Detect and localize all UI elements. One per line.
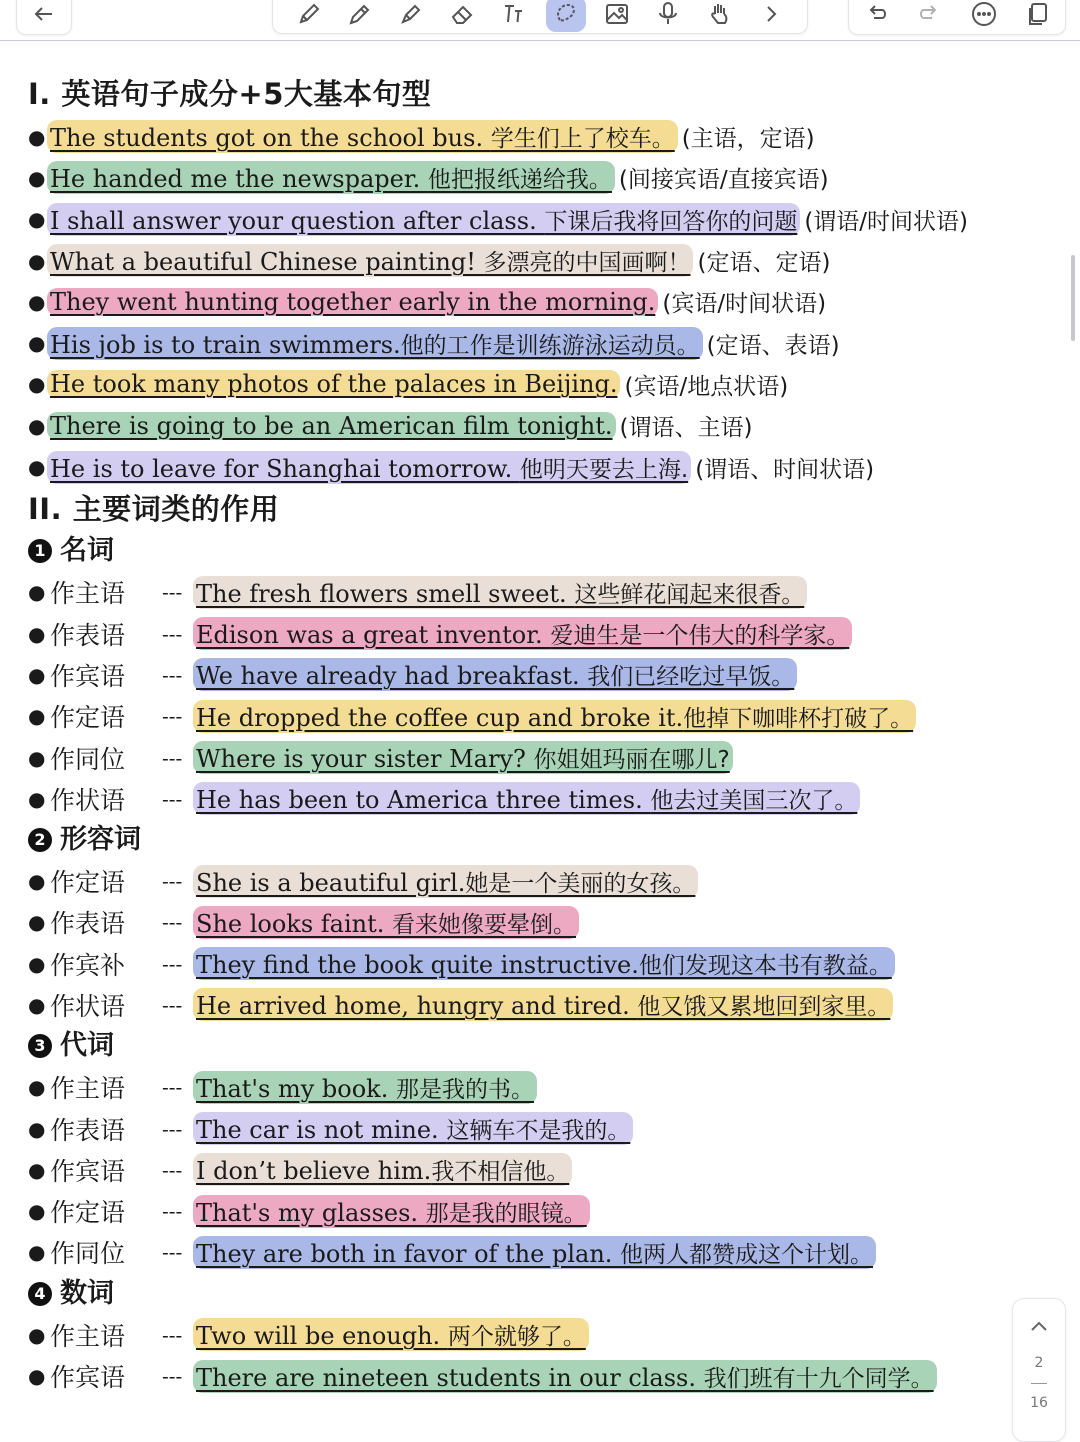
highlighted-sentence[interactable] <box>193 658 797 691</box>
english-text: She looks faint. <box>196 909 393 938</box>
bullet: ● <box>28 869 46 894</box>
current-page: 2 <box>1034 1355 1044 1371</box>
page-divider <box>1031 1383 1047 1384</box>
english-text: What a beautiful Chinese painting! <box>50 248 484 277</box>
sentence-row <box>28 199 1048 240</box>
bullet: ● <box>28 745 46 770</box>
highlighter-icon[interactable] <box>340 0 380 32</box>
dash: --- <box>162 745 183 770</box>
chinese-text: 看来她像要晕倒。 <box>392 911 577 938</box>
chinese-text: 她是一个美丽的女孩。 <box>465 870 696 897</box>
highlighted-sentence[interactable] <box>47 161 615 194</box>
highlighted-sentence[interactable] <box>47 244 693 277</box>
chinese-text: 我不相信他。 <box>431 1159 570 1186</box>
bullet: ● <box>28 289 46 314</box>
english-text: There are nineteen students in our class. <box>196 1363 704 1392</box>
bullet: ● <box>28 1322 46 1347</box>
chinese-text: 学生们上了校车。 <box>490 126 675 153</box>
section-title: I. 英语句子成分+5大基本句型 <box>28 77 432 111</box>
bullet: ● <box>28 1075 46 1100</box>
chinese-text: 这些鲜花闻起来很香。 <box>574 581 805 608</box>
bullet: ● <box>28 413 46 438</box>
example-row <box>28 1149 1048 1190</box>
dash: --- <box>162 1116 183 1141</box>
dash: --- <box>162 1322 183 1347</box>
role-label: 作宾语 <box>50 1156 126 1186</box>
group-title: 数词 <box>60 1277 114 1309</box>
role-label: 作表语 <box>50 909 126 939</box>
bullet: ● <box>28 951 46 976</box>
chinese-text: 他又饿又累地回到家里。 <box>637 994 891 1021</box>
dash: --- <box>162 580 183 605</box>
sentence-row <box>28 116 1048 157</box>
grammar-note: (谓语、时间状语) <box>695 456 875 483</box>
grammar-note: (谓语、主语) <box>619 415 753 442</box>
sentence-row <box>28 157 1048 198</box>
bullet: ● <box>28 124 46 149</box>
highlighted-sentence[interactable] <box>193 617 852 650</box>
highlighted-sentence[interactable] <box>47 120 678 153</box>
image-icon[interactable] <box>597 0 637 32</box>
english-text: That's my book. <box>196 1074 396 1103</box>
word-class-groups <box>28 531 1048 1397</box>
highlighted-sentence[interactable] <box>193 700 916 733</box>
example-row <box>28 1191 1048 1232</box>
number-badge: 2 <box>28 828 52 852</box>
pages-icon[interactable] <box>1018 0 1058 32</box>
chinese-text: 他明天要去上海. <box>519 456 689 483</box>
dash: --- <box>162 1364 183 1389</box>
highlighted-sentence[interactable] <box>47 370 620 398</box>
role-label: 作定语 <box>50 703 126 733</box>
example-row <box>28 654 1048 695</box>
english-text: He is to leave for Shanghai tomorrow. <box>50 454 520 483</box>
bullet: ● <box>28 248 46 273</box>
dash: --- <box>162 1199 183 1224</box>
sentence-row <box>28 281 1048 322</box>
bullet: ● <box>28 207 46 232</box>
lasso-icon[interactable] <box>546 0 586 32</box>
example-row <box>28 943 1048 984</box>
group-heading <box>28 1026 1048 1067</box>
bullet: ● <box>28 704 46 729</box>
top-toolbar <box>0 0 1080 41</box>
chinese-text: 这辆车不是我的。 <box>446 1118 631 1145</box>
highlighted-sentence[interactable] <box>193 1153 572 1186</box>
bullet: ● <box>28 1116 46 1141</box>
bullet: ● <box>28 1157 46 1182</box>
highlighted-sentence[interactable] <box>47 451 691 484</box>
bullet: ● <box>28 786 46 811</box>
dash: --- <box>162 1157 183 1182</box>
highlighted-sentence[interactable] <box>47 288 658 316</box>
more-icon[interactable] <box>964 0 1004 32</box>
highlighted-sentence[interactable] <box>193 1360 937 1393</box>
english-text: He dropped the coffee cup and broke it. <box>196 703 684 732</box>
bullet: ● <box>28 580 46 605</box>
hand-icon[interactable] <box>700 0 740 32</box>
grammar-note: (定语、表语) <box>706 332 840 359</box>
example-row <box>28 1314 1048 1355</box>
group-title: 形容词 <box>60 823 141 855</box>
note-content <box>28 74 1048 1397</box>
number-badge: 4 <box>28 1282 52 1306</box>
role-label: 作同位 <box>50 744 126 774</box>
bullet: ● <box>28 1199 46 1224</box>
grammar-note: (定语、定语) <box>697 250 831 277</box>
example-row <box>28 1355 1048 1396</box>
chevron-right-icon[interactable] <box>751 0 791 32</box>
scrollbar[interactable] <box>1071 255 1075 341</box>
example-row <box>28 1067 1048 1108</box>
bullet: ● <box>28 331 46 356</box>
grammar-note: (宾语/地点状语) <box>624 373 789 400</box>
english-text: They went hunting together early in the morning. <box>50 287 656 316</box>
sentence-row <box>28 240 1048 281</box>
english-text: He has been to America three times. <box>196 786 651 815</box>
bullet: ● <box>28 455 46 480</box>
chinese-text: 两个就够了。 <box>447 1324 586 1351</box>
bullet: ● <box>28 662 46 687</box>
sentence-row <box>28 446 1048 487</box>
english-text: The car is not mine. <box>196 1116 447 1145</box>
marker-icon[interactable] <box>391 0 431 32</box>
example-row <box>28 1108 1048 1149</box>
group-title: 名词 <box>60 535 114 567</box>
english-text: We have already had breakfast. <box>196 662 588 691</box>
english-text: She is a beautiful girl. <box>196 868 466 897</box>
highlighted-sentence[interactable] <box>193 865 698 898</box>
english-text: Edison was a great inventor. <box>196 621 551 650</box>
highlighted-sentence[interactable] <box>47 203 800 236</box>
role-label: 作主语 <box>50 579 126 609</box>
english-text: Two will be enough. <box>196 1322 448 1351</box>
chinese-text: 他两人都赞成这个计划。 <box>620 1241 874 1268</box>
grammar-note: (间接宾语/直接宾语) <box>618 167 829 194</box>
back-button[interactable] <box>16 0 72 35</box>
example-row <box>28 902 1048 943</box>
grammar-note: (谓语/时间状语) <box>804 208 969 235</box>
english-text: I don’t believe him. <box>196 1157 432 1186</box>
highlighted-sentence[interactable] <box>193 1195 590 1228</box>
highlighted-sentence[interactable] <box>193 988 893 1021</box>
bullet: ● <box>28 1240 46 1265</box>
sentence-row <box>28 322 1048 363</box>
english-text: He handed me the newspaper. <box>50 165 428 194</box>
highlighted-sentence[interactable] <box>193 1236 876 1269</box>
chinese-text: 他把报纸递给我。 <box>427 167 612 194</box>
english-text: The fresh flowers smell sweet. <box>196 579 575 608</box>
highlighted-sentence[interactable] <box>47 327 703 360</box>
english-text: I shall answer your question after class. <box>50 206 545 235</box>
example-row <box>28 737 1048 778</box>
dash: --- <box>162 621 183 646</box>
example-row <box>28 1232 1048 1273</box>
grammar-note: (宾语/时间状语) <box>662 291 827 318</box>
group-heading <box>28 819 1048 860</box>
role-label: 作状语 <box>50 991 126 1021</box>
group-heading <box>28 1273 1048 1314</box>
chinese-text: 多漂亮的中国画啊！ <box>483 250 691 277</box>
highlighted-sentence[interactable] <box>193 782 860 815</box>
dash: --- <box>162 662 183 687</box>
role-label: 作宾补 <box>50 950 126 980</box>
drawing-tools <box>272 0 808 34</box>
chinese-text: 他们发现这本书有教益。 <box>638 953 892 980</box>
redo-icon[interactable] <box>910 0 950 32</box>
bullet: ● <box>28 372 46 397</box>
chinese-text: 他掉下咖啡杯打破了。 <box>683 705 914 732</box>
highlighted-sentence[interactable] <box>193 741 733 774</box>
highlighted-sentence[interactable] <box>193 1112 633 1145</box>
chinese-text: 他的工作是训练游泳运动员。 <box>400 332 700 359</box>
sentence-row <box>28 364 1048 405</box>
chevron-up-icon[interactable] <box>1013 1315 1065 1337</box>
group-title: 代词 <box>60 1030 114 1062</box>
example-row <box>28 572 1048 613</box>
undo-icon[interactable] <box>856 0 896 32</box>
page-actions <box>848 0 1066 35</box>
sentence-list <box>28 116 1048 488</box>
chinese-text: 下课后我将回答你的问题 <box>544 208 798 235</box>
dash: --- <box>162 869 183 894</box>
english-text: They are both in favor of the plan. <box>196 1239 621 1268</box>
dash: --- <box>162 786 183 811</box>
english-text: There is going to be an American film tonight. <box>50 411 613 440</box>
english-text: Where is your sister Mary? <box>196 745 534 773</box>
role-label: 作主语 <box>50 1321 126 1351</box>
number-badge: 1 <box>28 539 52 563</box>
english-text: His job is to train swimmers. <box>50 330 401 359</box>
english-text: He arrived home, hungry and tired. <box>196 992 638 1021</box>
english-text: He took many photos of the palaces in Beijing. <box>50 370 618 399</box>
example-row <box>28 613 1048 654</box>
english-text: The students got on the school bus. <box>50 124 491 153</box>
highlighted-sentence[interactable] <box>193 1071 537 1104</box>
dash: --- <box>162 951 183 976</box>
role-label: 作主语 <box>50 1074 126 1104</box>
dash: --- <box>162 992 183 1017</box>
highlighted-sentence[interactable] <box>193 1318 589 1351</box>
role-label: 作定语 <box>50 1198 126 1228</box>
example-row <box>28 860 1048 901</box>
dash: --- <box>162 1240 183 1265</box>
bullet: ● <box>28 992 46 1017</box>
example-row <box>28 984 1048 1025</box>
bullet: ● <box>28 1364 46 1389</box>
chinese-text: 我们已经吃过早饭。 <box>587 664 795 691</box>
bullet: ● <box>28 910 46 935</box>
number-badge: 3 <box>28 1034 52 1058</box>
chinese-text: 那是我的书。 <box>395 1076 534 1103</box>
role-label: 作同位 <box>50 1239 126 1269</box>
sentence-row <box>28 405 1048 446</box>
role-label: 作状语 <box>50 785 126 815</box>
bullet: ● <box>28 621 46 646</box>
dash: --- <box>162 1075 183 1100</box>
grammar-note: (主语，定语) <box>681 126 815 153</box>
group-heading <box>28 531 1048 572</box>
chinese-text: 你姐姐玛丽在哪儿? <box>533 747 730 773</box>
chinese-text: 他去过美国三次了。 <box>650 788 858 815</box>
chinese-text: 我们班有十九个同学。 <box>703 1365 934 1392</box>
highlighted-sentence[interactable] <box>193 906 579 939</box>
role-label: 作表语 <box>50 620 126 650</box>
highlighted-sentence[interactable] <box>47 412 616 440</box>
page-navigator <box>1012 1298 1066 1442</box>
role-label: 作表语 <box>50 1115 126 1145</box>
chinese-text: 那是我的眼镜。 <box>425 1200 587 1227</box>
role-label: 作宾语 <box>50 1363 126 1393</box>
section-title: II. 主要词类的作用 <box>28 491 280 526</box>
english-text: They find the book quite instructive. <box>196 951 639 980</box>
example-row <box>28 778 1048 819</box>
microphone-icon[interactable] <box>648 0 688 32</box>
highlighted-sentence[interactable] <box>193 947 895 980</box>
role-label: 作宾语 <box>50 661 126 691</box>
english-text: That's my glasses. <box>196 1198 426 1227</box>
highlighted-sentence[interactable] <box>193 576 807 609</box>
total-pages: 16 <box>1030 1395 1048 1411</box>
pen-icon[interactable] <box>289 0 329 32</box>
bullet: ● <box>28 165 46 190</box>
example-row <box>28 696 1048 737</box>
role-label: 作定语 <box>50 868 126 898</box>
back-arrow-icon[interactable] <box>24 0 64 32</box>
eraser-icon[interactable] <box>443 0 483 32</box>
dash: --- <box>162 704 183 729</box>
dash: --- <box>162 910 183 935</box>
chinese-text: 爱迪生是一个伟大的科学家。 <box>550 623 850 650</box>
text-icon[interactable] <box>494 0 534 32</box>
